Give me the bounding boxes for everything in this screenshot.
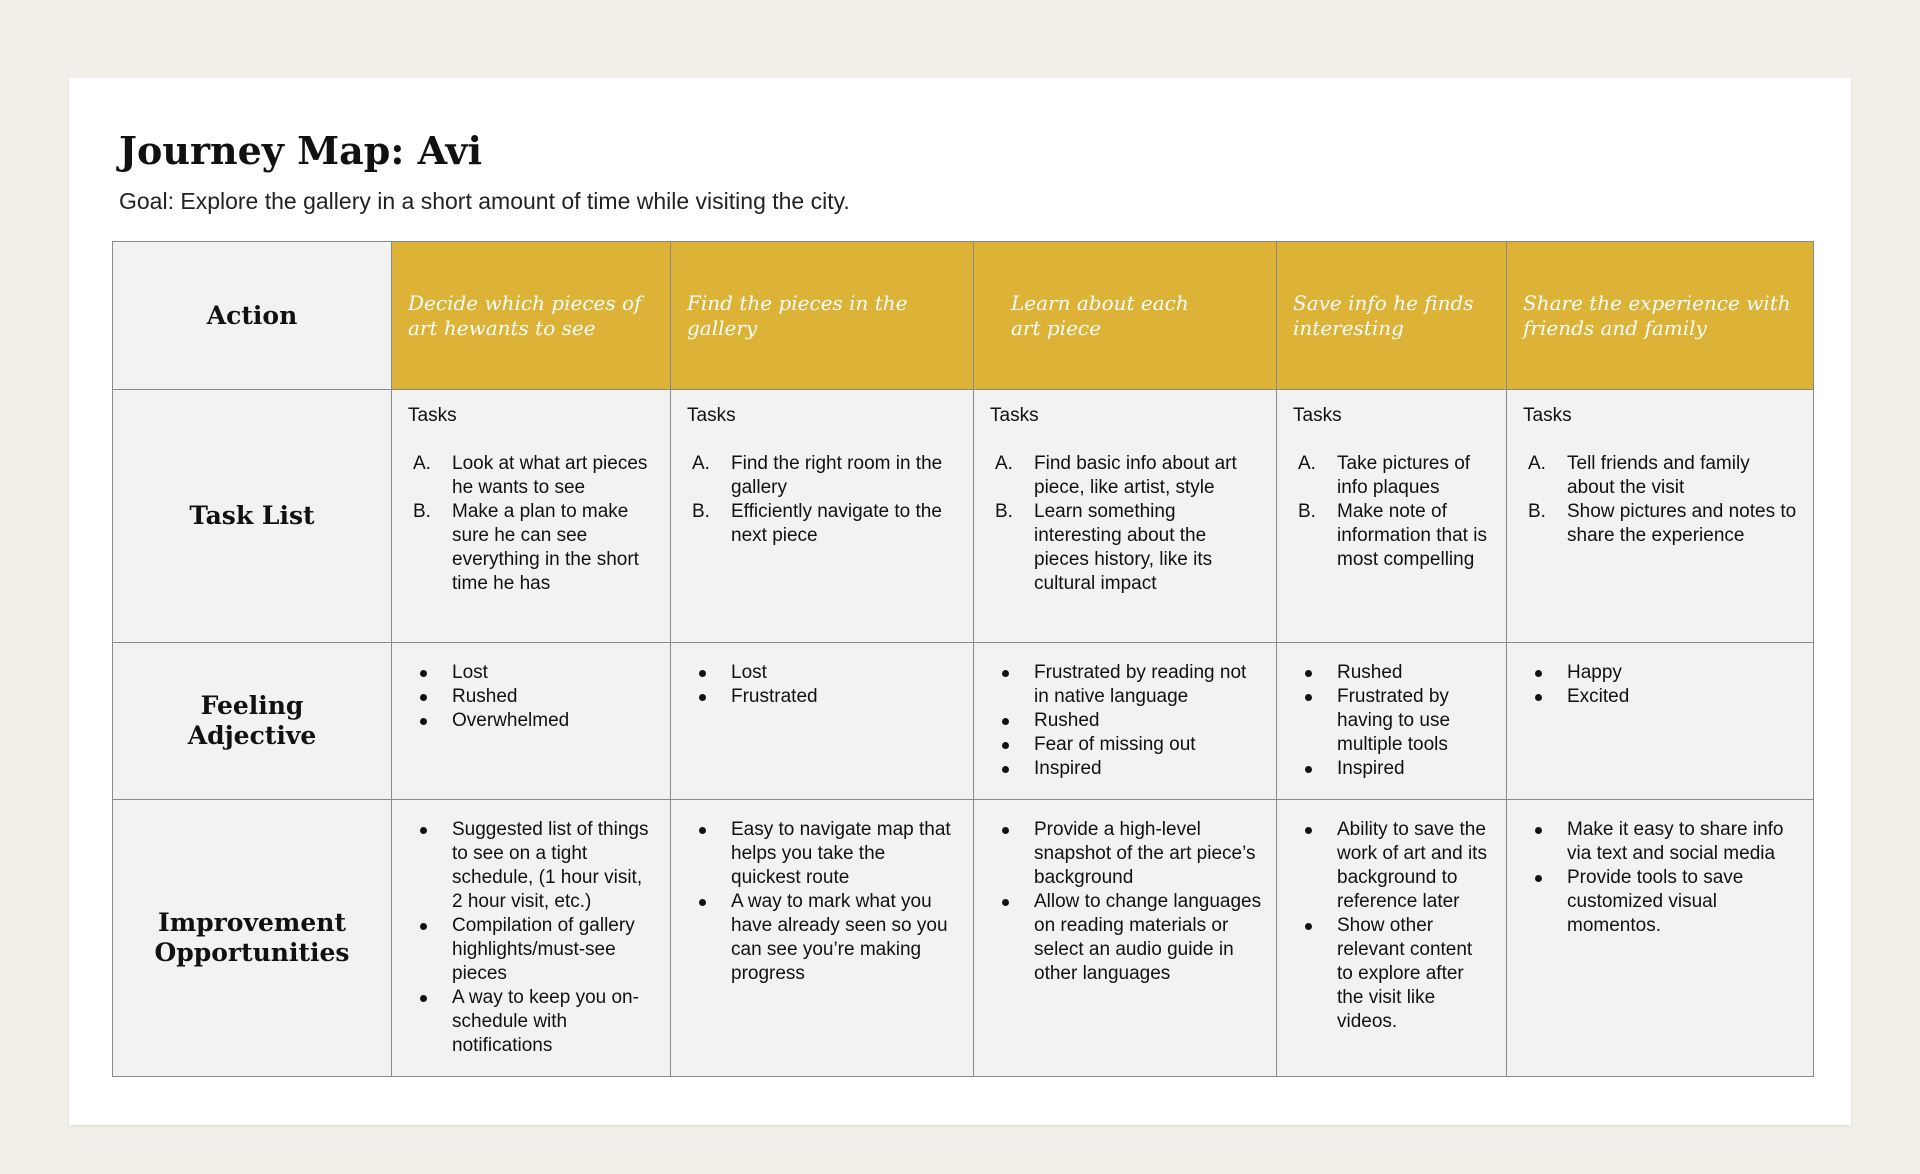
feeling-text: Rushed	[1034, 710, 1100, 731]
bullet-icon	[1535, 827, 1542, 834]
bullet-icon	[699, 827, 706, 834]
task-list	[408, 452, 656, 596]
bullet-icon	[1305, 670, 1312, 677]
feeling-list	[408, 661, 656, 733]
bullet-icon	[1305, 827, 1312, 834]
task-text: Take pictures of info plaques	[1337, 453, 1471, 498]
task-cell	[974, 390, 1277, 643]
improvement-text: Provide a high-level snapshot of the art piece’s background	[1034, 819, 1256, 888]
task-text: Find the right room in the gallery	[731, 453, 943, 498]
feeling-item	[990, 733, 1262, 757]
row-header-label: Action	[206, 300, 298, 330]
task-text: Make a plan to make sure he can see everything in the short time he has	[452, 501, 639, 594]
row-header-feeling	[113, 643, 392, 800]
feeling-text: Overwhelmed	[452, 710, 570, 731]
feeling-cell	[974, 643, 1277, 800]
improvement-text: A way to keep you on-schedule with notifications	[452, 987, 639, 1056]
improvement-item	[408, 914, 656, 986]
task-cell	[671, 390, 974, 643]
improvement-item	[408, 818, 656, 914]
task-list	[1293, 452, 1492, 572]
bullet-icon	[1002, 742, 1009, 749]
improvement-row	[113, 800, 1814, 1077]
improvement-cell	[392, 800, 671, 1077]
feeling-text: Rushed	[452, 686, 518, 707]
task-item	[1523, 452, 1799, 500]
improvement-item	[1523, 866, 1799, 938]
feeling-item	[408, 661, 656, 685]
bullet-icon	[1305, 923, 1312, 930]
task-text: Tell friends and family about the visit	[1567, 453, 1750, 498]
journey-map-card	[69, 78, 1851, 1125]
stage-header	[1507, 242, 1814, 390]
improvement-item	[687, 890, 959, 986]
bullet-icon	[1305, 694, 1312, 701]
improvement-list	[990, 818, 1262, 986]
feeling-list	[990, 661, 1262, 781]
task-list	[1523, 452, 1799, 548]
task-item	[408, 452, 656, 500]
stage-header	[671, 242, 974, 390]
task-marker: B.	[413, 501, 431, 522]
action-row	[113, 242, 1814, 390]
stage-header	[974, 242, 1277, 390]
feeling-list	[1523, 661, 1799, 709]
feeling-item	[687, 661, 959, 685]
goal-text: Goal: Explore the gallery in a short amount of time while visiting the city.	[119, 188, 850, 214]
task-list	[687, 452, 959, 548]
bullet-icon	[1002, 670, 1009, 677]
bullet-icon	[699, 670, 706, 677]
page-title: Journey Map: Avi	[119, 128, 483, 173]
tasks-heading: Tasks	[1523, 405, 1572, 426]
journey-map-table	[112, 241, 1814, 1077]
task-marker: B.	[1298, 501, 1316, 522]
feeling-item	[990, 757, 1262, 781]
improvement-text: Easy to navigate map that helps you take the quickest route	[731, 819, 951, 888]
stage-action-text: Decide which pieces of art hewants to see	[408, 291, 642, 340]
bullet-icon	[420, 670, 427, 677]
task-text: Look at what art pieces he wants to see	[452, 453, 648, 498]
improvement-item	[1293, 818, 1492, 914]
feeling-text: Frustrated by reading not in native language	[1034, 662, 1247, 707]
task-marker: B.	[995, 501, 1013, 522]
improvement-item	[408, 986, 656, 1058]
task-item	[408, 500, 656, 596]
task-marker: A.	[995, 453, 1013, 474]
improvement-text: Show other relevant content to explore after the visit like videos.	[1337, 915, 1473, 1032]
improvement-list	[408, 818, 656, 1058]
stage-action-text: Share the experience with friends and family	[1523, 291, 1791, 340]
task-item	[1293, 452, 1492, 500]
row-header-label: Task List	[189, 501, 315, 530]
improvement-item	[1523, 818, 1799, 866]
feeling-item	[408, 685, 656, 709]
feeling-item	[990, 709, 1262, 733]
feeling-row	[113, 643, 1814, 800]
task-cell	[1507, 390, 1814, 643]
feeling-text: Rushed	[1337, 662, 1403, 683]
bullet-icon	[1535, 694, 1542, 701]
bullet-icon	[1002, 766, 1009, 773]
bullet-icon	[420, 923, 427, 930]
feeling-list	[1293, 661, 1492, 781]
feeling-text: Excited	[1567, 686, 1630, 707]
task-text: Show pictures and notes to share the experience	[1567, 501, 1797, 546]
task-marker: A.	[413, 453, 431, 474]
task-item	[687, 500, 959, 548]
bullet-icon	[1535, 670, 1542, 677]
bullet-icon	[1305, 766, 1312, 773]
feeling-item	[1293, 757, 1492, 781]
task-text: Find basic info about art piece, like artist, style	[1034, 453, 1237, 498]
improvement-text: Make it easy to share info via text and social media	[1567, 819, 1784, 864]
tasks-heading: Tasks	[990, 405, 1039, 426]
bullet-icon	[1002, 827, 1009, 834]
improvement-text: Provide tools to save customized visual momentos.	[1567, 867, 1744, 936]
feeling-text: Inspired	[1034, 758, 1102, 779]
feeling-cell	[671, 643, 974, 800]
improvement-cell	[1507, 800, 1814, 1077]
bullet-icon	[1002, 899, 1009, 906]
feeling-text: Frustrated by having to use multiple tools	[1337, 686, 1451, 755]
bullet-icon	[420, 995, 427, 1002]
task-cell	[392, 390, 671, 643]
feeling-text: Frustrated	[731, 686, 818, 707]
bullet-icon	[420, 827, 427, 834]
task-marker: A.	[1528, 453, 1546, 474]
feeling-item	[990, 661, 1262, 709]
improvement-text: Suggested list of things to see on a tight schedule, (1 hour visit, 2 hour visit, etc.)	[452, 819, 649, 912]
feeling-cell	[1507, 643, 1814, 800]
tasks-heading: Tasks	[408, 405, 457, 426]
row-header-action	[113, 242, 392, 390]
improvement-item	[990, 818, 1262, 890]
feeling-item	[1293, 661, 1492, 685]
improvement-list	[1523, 818, 1799, 938]
bullet-icon	[699, 694, 706, 701]
task-item	[687, 452, 959, 500]
improvement-cell	[671, 800, 974, 1077]
task-list-row	[113, 390, 1814, 643]
task-item	[990, 500, 1262, 596]
task-marker: A.	[1298, 453, 1316, 474]
bullet-icon	[1002, 718, 1009, 725]
improvement-text: Allow to change languages on reading materials or select an audio guide in other languages	[1034, 891, 1262, 984]
bullet-icon	[420, 718, 427, 725]
task-text: Efficiently navigate to the next piece	[731, 501, 942, 546]
improvement-cell	[1277, 800, 1507, 1077]
row-header-label: Feeling Adjective	[187, 691, 317, 750]
row-header-label: Improvement Opportunities	[154, 908, 350, 967]
tasks-heading: Tasks	[1293, 405, 1342, 426]
feeling-text: Fear of missing out	[1034, 734, 1196, 755]
task-marker: B.	[1528, 501, 1546, 522]
bullet-icon	[699, 899, 706, 906]
feeling-item	[1293, 685, 1492, 757]
stage-header	[1277, 242, 1507, 390]
improvement-text: A way to mark what you have already seen so you can see you’re making progress	[731, 891, 948, 984]
feeling-text: Lost	[452, 662, 488, 683]
improvement-cell	[974, 800, 1277, 1077]
feeling-text: Lost	[731, 662, 767, 683]
improvement-item	[990, 890, 1262, 986]
bullet-icon	[1535, 875, 1542, 882]
feeling-list	[687, 661, 959, 709]
task-text: Make note of information that is most compelling	[1337, 501, 1487, 570]
feeling-text: Happy	[1567, 662, 1622, 683]
feeling-text: Inspired	[1337, 758, 1405, 779]
improvement-text: Compilation of gallery highlights/must-see pieces	[452, 915, 635, 984]
task-item	[1293, 500, 1492, 572]
bullet-icon	[420, 694, 427, 701]
task-marker: A.	[692, 453, 710, 474]
task-marker: B.	[692, 501, 710, 522]
stage-action-text: Learn about each art piece	[1011, 291, 1189, 340]
task-text: Learn something interesting about the pieces history, like its cultural impact	[1034, 501, 1213, 594]
task-item	[990, 452, 1262, 500]
improvement-item	[687, 818, 959, 890]
task-list	[990, 452, 1262, 596]
feeling-cell	[392, 643, 671, 800]
task-cell	[1277, 390, 1507, 643]
row-header-improvement	[113, 800, 392, 1077]
feeling-cell	[1277, 643, 1507, 800]
feeling-item	[1523, 685, 1799, 709]
stage-header	[392, 242, 671, 390]
feeling-item	[687, 685, 959, 709]
stage-action-text: Find the pieces in the gallery	[687, 291, 908, 340]
feeling-item	[1523, 661, 1799, 685]
stage-action-text: Save info he finds interesting	[1293, 291, 1474, 340]
tasks-heading: Tasks	[687, 405, 736, 426]
row-header-task-list	[113, 390, 392, 643]
improvement-list	[1293, 818, 1492, 1034]
task-item	[1523, 500, 1799, 548]
improvement-text: Ability to save the work of art and its background to reference later	[1337, 819, 1487, 912]
improvement-list	[687, 818, 959, 986]
feeling-item	[408, 709, 656, 733]
improvement-item	[1293, 914, 1492, 1034]
